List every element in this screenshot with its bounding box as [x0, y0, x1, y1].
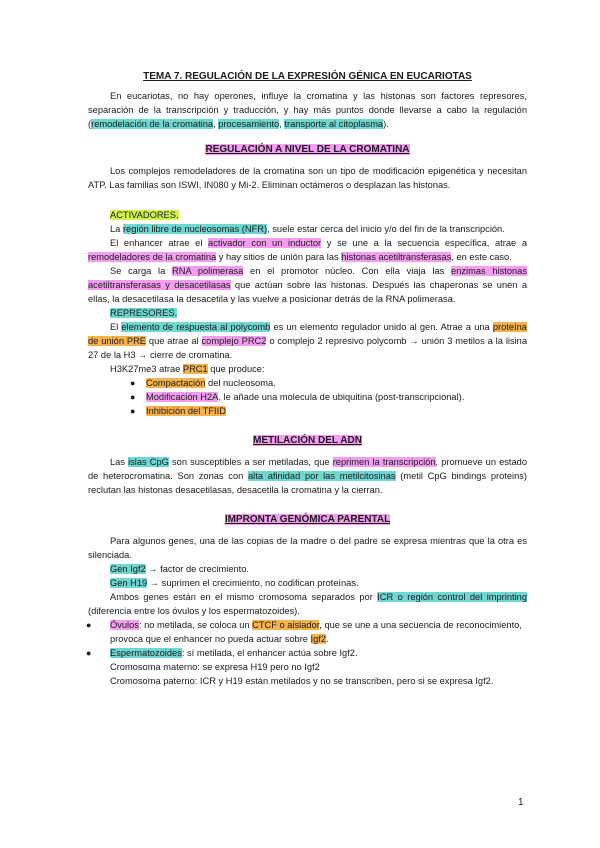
activadores-p3 — [88, 264, 527, 306]
highlight-compactacion: Compactación — [146, 378, 206, 388]
list-item — [130, 404, 527, 418]
highlight-tfiid: Inhibición del TFIID — [146, 406, 226, 416]
section-title-metilacion — [88, 434, 527, 448]
section-title-cromatina-text: REGULACIÓN A NIVEL DE LA CROMATINA — [205, 144, 410, 155]
highlight-remodeladores: remodeladores de la cromatina — [88, 252, 217, 262]
highlight-gen-h19: Gen H19 — [110, 578, 148, 588]
text-fragment: en el promotor núcleo. Con ella viaja las — [243, 266, 452, 276]
text-fragment: → factor de crecimiento. — [145, 564, 250, 574]
highlight-afinidad: alta afinidad por las metilcitosinas — [248, 471, 396, 481]
highlight-prc2: complejo PRC2 — [201, 336, 267, 346]
text-fragment: , promueve un estado de heterocromatina. Son zonas con — [88, 457, 527, 481]
represores-label: REPRESORES. — [110, 308, 178, 318]
bullet-icon: ● — [86, 648, 92, 658]
highlight-enzimas: enzimas histonas acetiltransferasas y desacetilasas — [88, 266, 527, 290]
text-fragment: Se carga la — [110, 266, 173, 276]
intro-highlight-transporte: transporte al citoplasma — [284, 119, 384, 129]
text-fragment: (metil CpG bindings proteins) reclutan las histonas desacetilasas, desacetila la cromatina y la cierran. — [88, 471, 527, 495]
list-item — [86, 646, 527, 660]
intro-highlight-procesamiento: procesamiento — [218, 119, 280, 129]
activadores-label: ACTIVADORES. — [110, 210, 179, 220]
bullet-icon: ● — [86, 620, 92, 630]
highlight-histonas-acetil: histonas acetiltransferasas — [341, 252, 452, 262]
list-item — [130, 390, 527, 404]
highlight-prc1: PRC1 — [182, 364, 208, 374]
text-fragment: que actúan sobre las histonas. Después las chaperonas se unen a ellas, la desacetilasa la desacetila y las vuelve a posicionar detrás de la RNA polimerasa. — [88, 280, 527, 304]
gametes-list — [88, 618, 527, 660]
cromatina-paragraph: Los complejos remodeladores de la cromatina son un tipo de modificación epigenética y necesitan ATP. Las familias son ISWI, IN080 y Mi-2. Eliminan octámeros o desplazan las histonas. — [88, 166, 527, 190]
text-fragment: Las — [110, 457, 129, 467]
represores-p1 — [88, 320, 527, 362]
highlight-ovulos: Óvulos — [110, 620, 139, 630]
gene-igf2-line — [88, 562, 527, 576]
text-fragment: que atrae al — [146, 336, 202, 346]
prc1-effects-list — [88, 376, 527, 418]
text-fragment: → suprimen el crecimiento, no codifican proteínas. — [147, 578, 359, 588]
text-fragment: es un elemento regulador unido al gen. Atrae a una — [270, 322, 493, 332]
gene-h19-line — [88, 576, 527, 590]
text-fragment: La — [110, 224, 123, 234]
activadores-heading — [88, 208, 527, 222]
list-item — [130, 376, 527, 390]
section-title-cromatina — [88, 143, 527, 157]
text-fragment: Ambos genes están en el mismo cromosoma separados por — [110, 592, 378, 602]
highlight-ctcf: CTCF o aislador — [252, 620, 320, 630]
intro-highlight-remodelacion: remodelación de la cromatina — [91, 119, 214, 129]
text-fragment: o complejo 2 represivo polycomb → unión 3 metilos a la lisina 27 de la H3 → cierre de cromatina. — [88, 336, 527, 360]
paterno-line: Cromosoma paterno: ICR y H19 están metilados y no se transcriben, pero si se expresa Igf2. — [110, 676, 494, 686]
text-fragment: . — [326, 634, 329, 644]
activadores-p2 — [88, 236, 527, 264]
represores-heading — [88, 306, 527, 320]
highlight-polycomb: elemento de respuesta al polycomb — [121, 322, 271, 332]
materno-line: Cromosoma materno: se expresa H19 pero no Igf2 — [110, 662, 320, 672]
represores-p2 — [88, 362, 527, 376]
text-fragment: del nucleosoma. — [205, 378, 276, 388]
list-item — [86, 618, 527, 646]
highlight-nfr: región libre de nucleosomas (NFR) — [122, 224, 268, 234]
text-fragment: : no metilada, se coloca un — [138, 620, 253, 630]
page-content — [88, 70, 527, 688]
highlight-gen-igf2: Gen Igf2 — [110, 564, 146, 574]
highlight-espermatozoides: Espermatozoides — [110, 648, 182, 658]
text-fragment: , que se une a una secuencia de reconocimiento, provoca que el enhancer no pueda actuar sobre — [110, 620, 522, 644]
text-fragment: y se une a la secuencia específica, atrae a — [321, 238, 527, 248]
bullet-icon: ● — [130, 392, 136, 402]
impronta-p1: Para algunos genes, una de las copias de la madre o del padre se expresa mientras que la otra es silenciada. — [88, 536, 527, 560]
document-title: TEMA 7. REGULACIÓN DE LA EXPRESIÓN GÉNICA EN EUCARIOTAS — [143, 71, 472, 82]
metilacion-paragraph — [88, 455, 527, 497]
page-number: 1 — [518, 797, 524, 808]
text-fragment: , en este caso. — [451, 252, 512, 262]
text-fragment: El enhancer atrae el — [110, 238, 209, 248]
highlight-rna-polimerasa: RNA polimerasa — [172, 266, 244, 276]
highlight-igf2: Igf2 — [310, 634, 327, 644]
intro-paragraph — [88, 89, 527, 131]
highlight-icr: ICR o región control del imprinting — [377, 592, 527, 602]
intro-text: En eucariotas, no hay operones, influye la cromatina y las histonas son factores represores, separación de la transcripción y traducción, y hay más puntos donde llevarse a cabo la regulación ( — [88, 91, 527, 129]
activadores-p1 — [88, 222, 527, 236]
text-fragment: H3K27me3 atrae — [110, 364, 183, 374]
text-fragment: que produce: — [207, 364, 265, 374]
intro-end: ). — [383, 119, 389, 129]
section-title-impronta-text: IMPRONTA GENÓMICA PARENTAL — [224, 514, 391, 525]
text-fragment: (diferencia entre los óvulos y los espermatozoides). — [88, 606, 300, 616]
section-title-metilacion-text: METILACIÓN DEL ADN — [253, 435, 362, 446]
text-fragment: , le añade una molecula de ubiquitina (post-transcripcional). — [218, 392, 465, 402]
section-title-impronta — [88, 513, 527, 527]
bullet-icon: ● — [130, 378, 136, 388]
text-fragment: El — [110, 322, 122, 332]
highlight-activador: activador con un inductor — [208, 238, 322, 248]
intro-sep: , — [213, 119, 219, 129]
highlight-h2a: Modificación H2A — [146, 392, 219, 402]
text-fragment: son susceptibles a ser metiladas, que — [168, 457, 333, 467]
impronta-p2 — [88, 590, 527, 618]
text-fragment: , suele estar cerca del inicio y/o del fin de la transcripción. — [267, 224, 505, 234]
highlight-proteina-pre: proteína de unión PRE — [88, 322, 527, 346]
text-fragment: y hay sitios de unión para las — [216, 252, 342, 262]
bullet-icon: ● — [130, 406, 136, 416]
highlight-reprimen: reprimen la transcripción — [332, 457, 436, 467]
intro-sep: , — [279, 119, 285, 129]
text-fragment: : sí metilada, el enhancer actúa sobre Igf2. — [181, 648, 358, 658]
highlight-islas-cpg: islas CpG — [128, 457, 169, 467]
